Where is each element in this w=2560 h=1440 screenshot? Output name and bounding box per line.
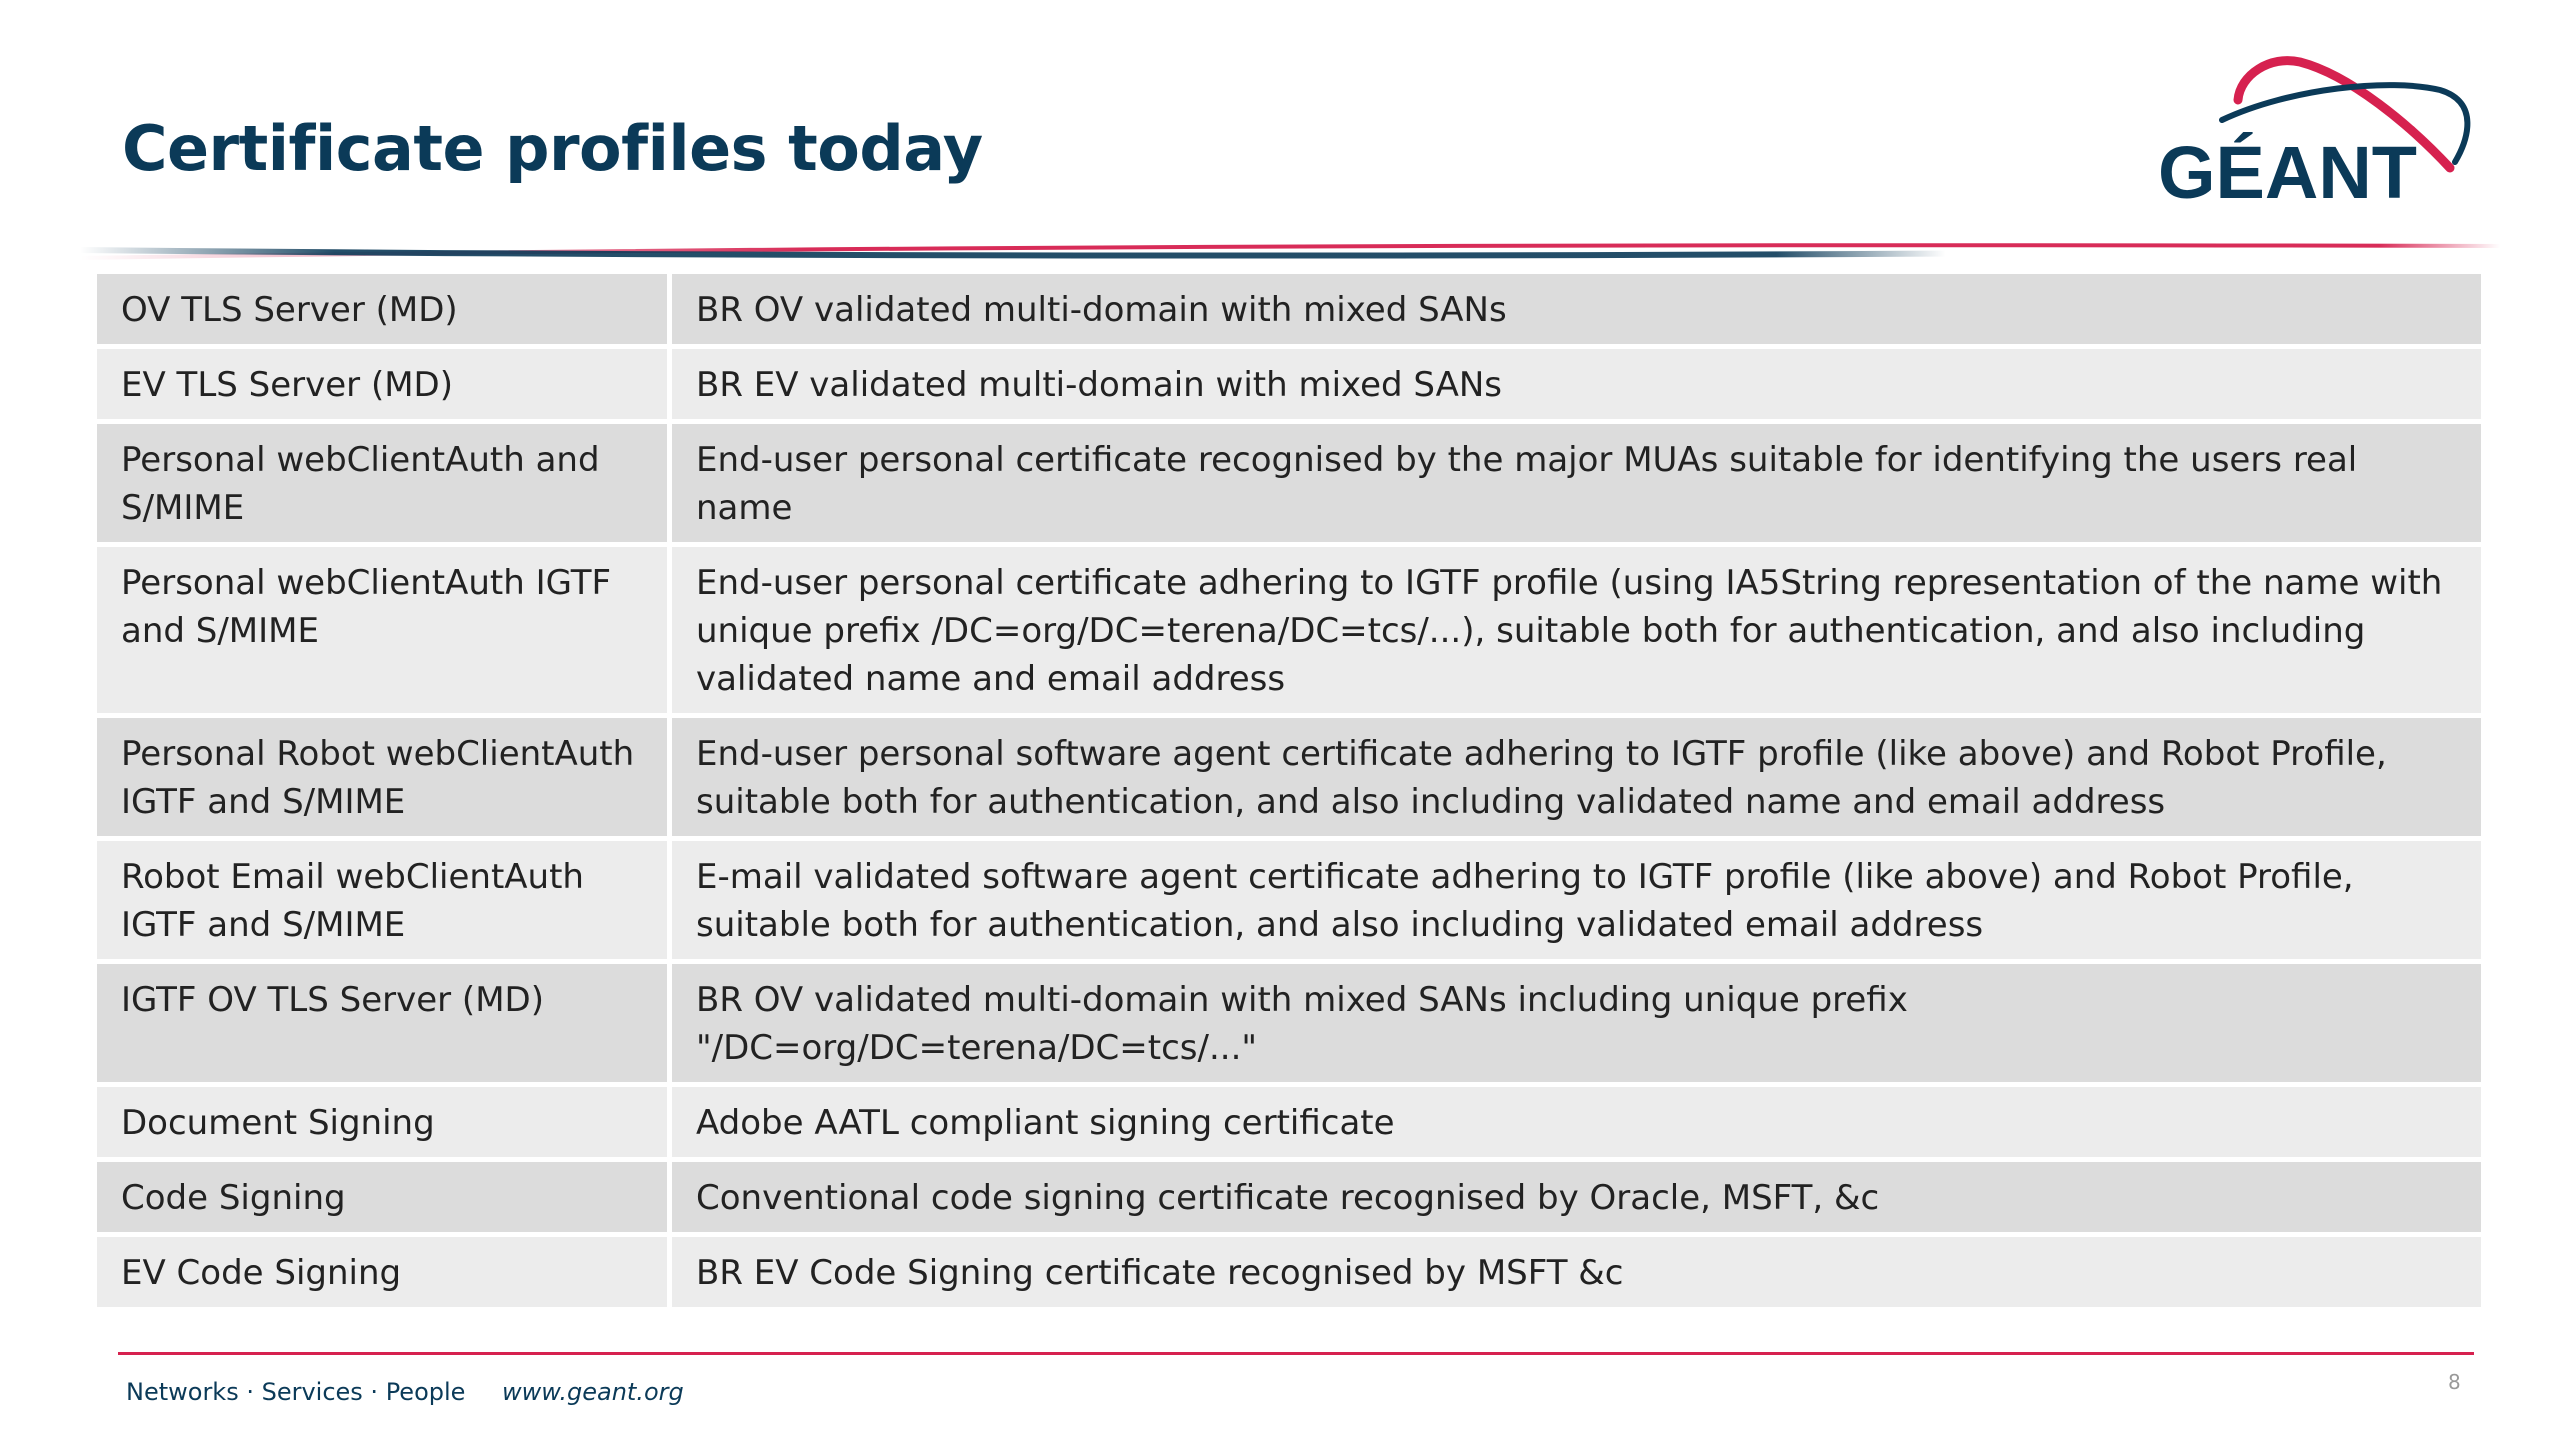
profile-description: Adobe AATL compliant signing certificate <box>672 1087 2481 1157</box>
table-row <box>97 964 2481 1082</box>
profile-description: BR OV validated multi-domain with mixed SANs <box>672 274 2481 344</box>
table-row <box>97 1087 2481 1157</box>
table-row <box>97 1162 2481 1232</box>
table-row <box>97 841 2481 959</box>
footer-url: www.geant.org <box>502 1378 684 1406</box>
header-divider <box>80 240 2500 260</box>
geant-logo <box>2150 50 2480 210</box>
table-row <box>97 718 2481 836</box>
certificate-profiles-table <box>92 269 2486 1312</box>
profile-name: EV Code Signing <box>97 1237 667 1307</box>
table-row <box>97 1237 2481 1307</box>
profile-name: Code Signing <box>97 1162 667 1232</box>
profile-description: BR EV validated multi-domain with mixed SANs <box>672 349 2481 419</box>
profile-description: End-user personal software agent certificate adhering to IGTF profile (like above) and Robot Profile, suitable both for authentication, and also including validated name and email address <box>672 718 2481 836</box>
table-row <box>97 547 2481 713</box>
profile-description: End-user personal certificate adhering to IGTF profile (using IA5String representation of the name with unique prefix /DC=org/DC=terena/DC=tcs/...), suitable both for authentication, and also including validated name and email address <box>672 547 2481 713</box>
profile-name: IGTF OV TLS Server (MD) <box>97 964 667 1082</box>
profile-name: Robot Email webClientAuth IGTF and S/MIME <box>97 841 667 959</box>
slide-title: Certificate profiles today <box>122 112 983 185</box>
table-row <box>97 274 2481 344</box>
profile-description: End-user personal certificate recognised by the major MUAs suitable for identifying the users real name <box>672 424 2481 542</box>
profile-description: BR OV validated multi-domain with mixed SANs including unique prefix "/DC=org/DC=terena/DC=tcs/..." <box>672 964 2481 1082</box>
profile-name: EV TLS Server (MD) <box>97 349 667 419</box>
page-number: 8 <box>2448 1370 2461 1394</box>
table-row <box>97 424 2481 542</box>
profile-name: Document Signing <box>97 1087 667 1157</box>
profile-description: Conventional code signing certificate recognised by Oracle, MSFT, &c <box>672 1162 2481 1232</box>
logo-wordmark: GÉANT <box>2158 131 2417 210</box>
footer-divider <box>118 1352 2474 1355</box>
footer-tagline: Networks · Services · People <box>126 1378 466 1406</box>
table-row <box>97 349 2481 419</box>
profile-name: Personal Robot webClientAuth IGTF and S/MIME <box>97 718 667 836</box>
profile-description: BR EV Code Signing certificate recognised by MSFT &c <box>672 1237 2481 1307</box>
profile-name: OV TLS Server (MD) <box>97 274 667 344</box>
profile-description: E-mail validated software agent certificate adhering to IGTF profile (like above) and Robot Profile, suitable both for authentication, and also including validated email address <box>672 841 2481 959</box>
profile-name: Personal webClientAuth IGTF and S/MIME <box>97 547 667 713</box>
profile-name: Personal webClientAuth and S/MIME <box>97 424 667 542</box>
